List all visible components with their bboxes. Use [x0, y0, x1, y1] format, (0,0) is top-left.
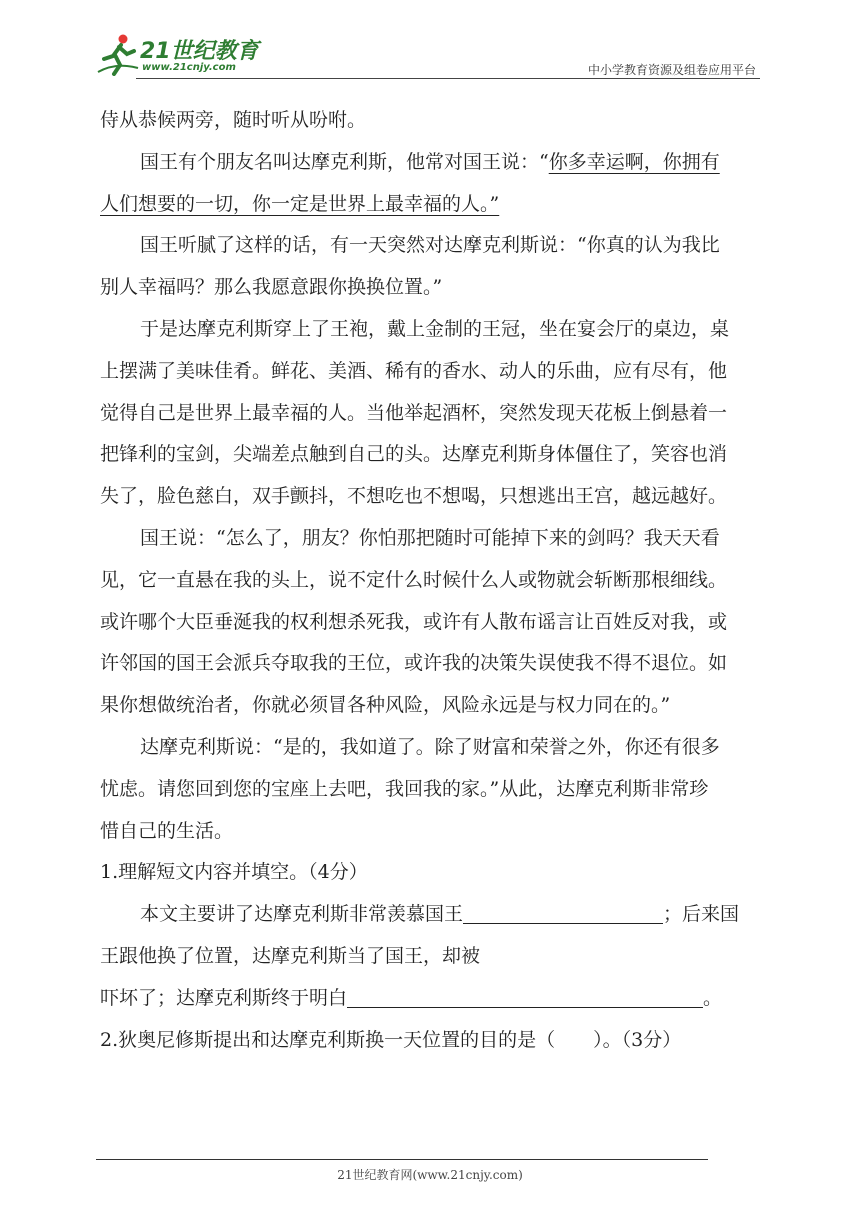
underlined-text: ”: [489, 192, 500, 215]
question-1-line: [100, 894, 762, 936]
text-line: 惜自己的生活。: [100, 819, 234, 842]
text-line: 上摆满了美味佳肴。鲜花、美酒、稀有的香水、动人的乐曲，应有尽有，他: [100, 359, 728, 382]
answer-blank[interactable]: [347, 985, 703, 1008]
text-line: 国王说：“怎么了，朋友？你怕那把随时可能掉下来的剑吗？我天天看: [140, 526, 720, 549]
platform-name: 中小学教育资源及组卷应用平台: [587, 63, 756, 77]
question-2: 2.狄奥尼修斯提出和达摩克利斯换一天位置的目的是（ ）。（3分）: [100, 1028, 682, 1051]
question-1-line: [100, 978, 762, 1020]
footer-rule: [96, 1159, 708, 1160]
text-line: 失了，脸色慈白，双手颤抖，不想吃也不想喝，只想逃出王宫，越远越好。: [100, 485, 728, 508]
text-line: 别人幸福吗？那么我愿意跟你换换位置。”: [100, 276, 443, 299]
answer-blank[interactable]: [463, 901, 663, 924]
text-line: 见，它一直悬在我的头上，说不定什么时候什么人或物就会斩断那根细线。: [100, 568, 728, 591]
question-text: 王跟他换了位置，达摩克利斯当了国王，却被: [100, 944, 481, 967]
runner-logo-icon: [96, 32, 140, 76]
text-line: 或许哪个大臣垂涎我的权利想杀死我，或许有人散布谣言让百姓反对我，或: [100, 610, 728, 633]
text-line: [100, 184, 762, 226]
text-line: 国王听腻了这样的话，有一天突然对达摩克利斯说：“你真的认为我比: [140, 234, 720, 257]
text-line: 侍从恭候两旁，随时听从吩咐。: [100, 109, 367, 131]
page-footer: 21世纪教育网(www.21cnjy.com): [337, 1168, 523, 1182]
question-1-title: 1.理解短文内容并填空。（4分）: [100, 861, 368, 884]
site-logo: [96, 32, 266, 78]
text-line: 忧虑。请您回到您的宝座上去吧，我回我的家。”从此，达摩克利斯非常珍: [100, 777, 709, 800]
brand-name: 21世纪教育: [140, 39, 259, 64]
brand-url: www.21cnjy.com: [142, 62, 236, 73]
header-rule: [136, 78, 760, 79]
text-line: [100, 142, 762, 184]
question-text: 吓坏了；达摩克利斯终于明白: [100, 986, 348, 1009]
question-1-line: [100, 936, 762, 978]
underlined-text: 人们想要的一切，你一定是世界上最幸福的人。: [100, 192, 490, 215]
text-span: 国王有个朋友名叫达摩克利斯，他常对国王说：“: [140, 150, 549, 173]
question-text: ；后来国: [663, 903, 740, 926]
page-header: [96, 28, 760, 80]
text-line: 果你想做统治者，你就必须冒各种风险，风险永远是与权力同在的。”: [100, 694, 671, 717]
question-text: 本文主要讲了达摩克利斯非常羡慕国王: [140, 903, 464, 926]
text-line: 把锋利的宝剑，尖端差点触到自己的头。达摩克利斯身体僵住了，笑容也消: [100, 443, 728, 466]
text-line: 于是达摩克利斯穿上了王袍，戴上金制的王冠，坐在宴会厅的桌边，桌: [140, 317, 730, 340]
article-body: [100, 100, 762, 1061]
text-line: 许邻国的国王会派兵夺取我的王位，或许我的决策失误使我不得不退位。如: [100, 652, 728, 675]
underlined-text: 你多幸运啊，你拥有: [548, 150, 720, 173]
text-line: 达摩克利斯说：“是的，我如道了。除了财富和荣誉之外，你还有很多: [140, 735, 720, 758]
text-line: 觉得自己是世界上最幸福的人。当他举起酒杯，突然发现天花板上倒悬着一: [100, 401, 728, 424]
question-text: 。: [703, 986, 723, 1009]
